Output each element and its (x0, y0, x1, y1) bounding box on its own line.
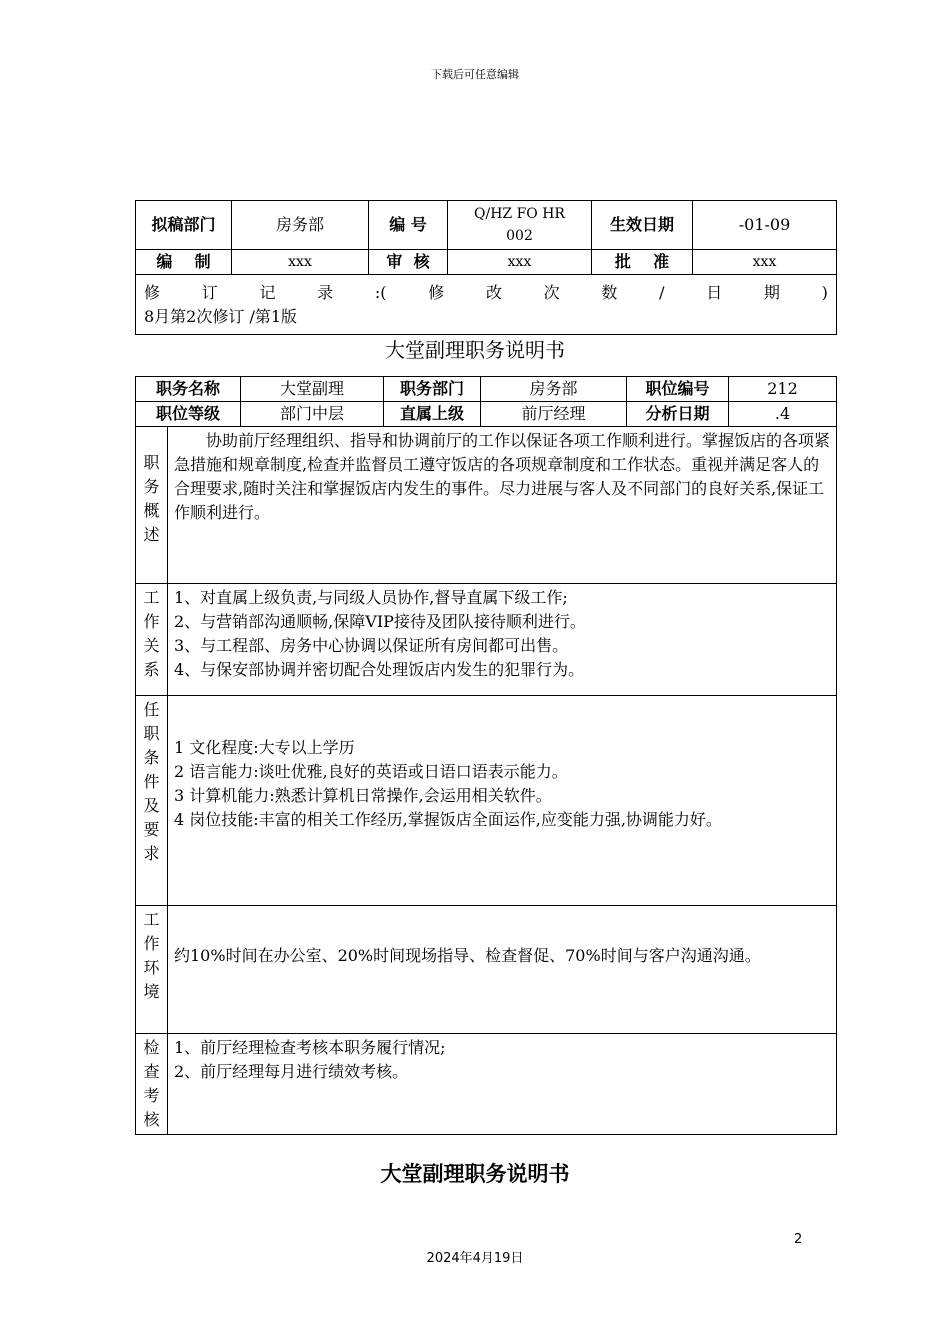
approve-value: xxx (693, 250, 837, 275)
analysis-date-value: .4 (729, 402, 837, 427)
label-char: 条 (143, 748, 160, 767)
environment-content (168, 906, 837, 1034)
label-char: 任 (143, 700, 160, 719)
code-value-line2: 002 (506, 228, 533, 244)
draft-dept-label: 拟稿部门 (136, 201, 232, 250)
label-char: 要 (143, 820, 160, 839)
revision-char: 修 (428, 282, 445, 302)
revision-char: / (659, 282, 665, 302)
revision-char: 录 (317, 282, 334, 302)
label-char: 工 (143, 588, 160, 607)
footer-date: 2024年4月19日 (426, 1251, 524, 1266)
effective-date-value: -01-09 (693, 201, 837, 250)
list-item: 1 文化程度:大专以上学历 (174, 738, 355, 757)
label-char: 作 (143, 612, 160, 631)
review-value: xxx (448, 250, 592, 275)
review-label: 审 核 (369, 250, 448, 275)
environment-label (136, 906, 168, 1034)
dept-label: 职务部门 (384, 377, 481, 402)
list-item: 2 语言能力:谈吐优雅,良好的英语或日语口语表示能力。 (174, 762, 568, 781)
grade-value: 部门中层 (241, 402, 384, 427)
list-item: 1、对直属上级负责,与同级人员协作,督导直属下级工作; (174, 588, 568, 607)
approve-label: 批 准 (592, 250, 693, 275)
code-value-line1: Q/HZ FO HR (474, 206, 565, 222)
list-item: 4、与保安部协调并密切配合处理饭店内发生的犯罪行为。 (174, 660, 585, 679)
list-item: 2、前厅经理每月进行绩效考核。 (174, 1062, 409, 1081)
revision-char: :( (374, 282, 387, 302)
label-char: 查 (143, 1062, 160, 1081)
label-char: 职 (143, 724, 160, 743)
position-code-label: 职位编号 (627, 377, 729, 402)
grade-label: 职位等级 (136, 402, 241, 427)
list-item: 3 计算机能力:熟悉计算机日常操作,会运用相关软件。 (174, 786, 552, 805)
effective-date-label: 生效日期 (592, 201, 693, 250)
label-char: 件 (143, 772, 160, 791)
superior-label: 直属上级 (384, 402, 481, 427)
requirements-content (168, 696, 837, 906)
compiled-label: 编 制 (136, 250, 232, 275)
position-code-value: 212 (729, 377, 837, 402)
revision-char: 期 (763, 282, 780, 302)
list-item: 2、与营销部沟通顺畅,保障VIP接待及团队接待顺利进行。 (174, 612, 586, 631)
label-char: 检 (143, 1038, 160, 1057)
document-info-table (135, 200, 837, 335)
revision-char: 日 (706, 282, 723, 302)
page-number: 2 (794, 1232, 803, 1247)
revision-char: ) (821, 282, 828, 302)
code-value (448, 201, 592, 250)
relations-label (136, 584, 168, 696)
label-char: 述 (143, 525, 160, 544)
code-label: 编 号 (369, 201, 448, 250)
overview-content (168, 427, 837, 584)
revision-detail: 8月第2次修订 /第1版 (144, 306, 298, 326)
overview-text: 协助前厅经理组织、指导和协调前厅的工作以保证各项工作顺利进行。掌握饭店的各项紧急措施和规章制度,检查并监督员工遵守饭店的各项规章制度和工作状态。重视并满足客人的合理要求,随时关注和掌握饭店内发生的事件。尽力进展与客人及不同部门的良好关系,保证工作顺利进行。 (174, 431, 831, 522)
requirements-label (136, 696, 168, 906)
environment-text: 约10%时间在办公室、20%时间现场指导、检查督促、70%时间与客户沟通沟通。 (174, 946, 761, 965)
revision-char: 次 (543, 282, 560, 302)
revision-char: 数 (601, 282, 618, 302)
next-page-title: 大堂副理职务说明书 (380, 1162, 570, 1186)
revision-char: 改 (485, 282, 502, 302)
job-description-table (135, 376, 837, 1135)
superior-value: 前厅经理 (481, 402, 627, 427)
position-name-label: 职务名称 (136, 377, 241, 402)
revision-record-cell (136, 275, 837, 335)
label-char: 作 (143, 934, 160, 953)
revision-char: 订 (201, 282, 218, 302)
label-char: 境 (143, 982, 160, 1001)
list-item: 4 岗位技能:丰富的相关工作经历,掌握饭店全面运作,应变能力强,协调能力好。 (174, 810, 722, 829)
label-char: 关 (143, 636, 160, 655)
label-char: 工 (143, 910, 160, 929)
assessment-label (136, 1034, 168, 1135)
label-char: 职 (143, 453, 160, 472)
label-char: 务 (143, 477, 160, 496)
position-name-value: 大堂副理 (241, 377, 384, 402)
label-char: 及 (143, 796, 160, 815)
revision-char: 记 (259, 282, 276, 302)
label-char: 概 (143, 501, 160, 520)
list-item: 3、与工程部、房务中心协调以保证所有房间都可出售。 (174, 636, 569, 655)
compiled-value: xxx (232, 250, 369, 275)
label-char: 求 (143, 844, 160, 863)
header-note: 下载后可任意编辑 (431, 68, 519, 81)
label-char: 系 (143, 660, 160, 679)
label-char: 环 (143, 958, 160, 977)
draft-dept-value: 房务部 (232, 201, 369, 250)
dept-value: 房务部 (481, 377, 627, 402)
relations-content (168, 584, 837, 696)
label-char: 核 (143, 1110, 160, 1129)
assessment-content (168, 1034, 837, 1135)
overview-label (136, 427, 168, 584)
revision-char: 修 (144, 282, 161, 302)
analysis-date-label: 分析日期 (627, 402, 729, 427)
document-title: 大堂副理职务说明书 (385, 338, 565, 362)
list-item: 1、前厅经理检查考核本职务履行情况; (174, 1038, 446, 1057)
label-char: 考 (143, 1086, 160, 1105)
revision-record-line (144, 281, 832, 305)
